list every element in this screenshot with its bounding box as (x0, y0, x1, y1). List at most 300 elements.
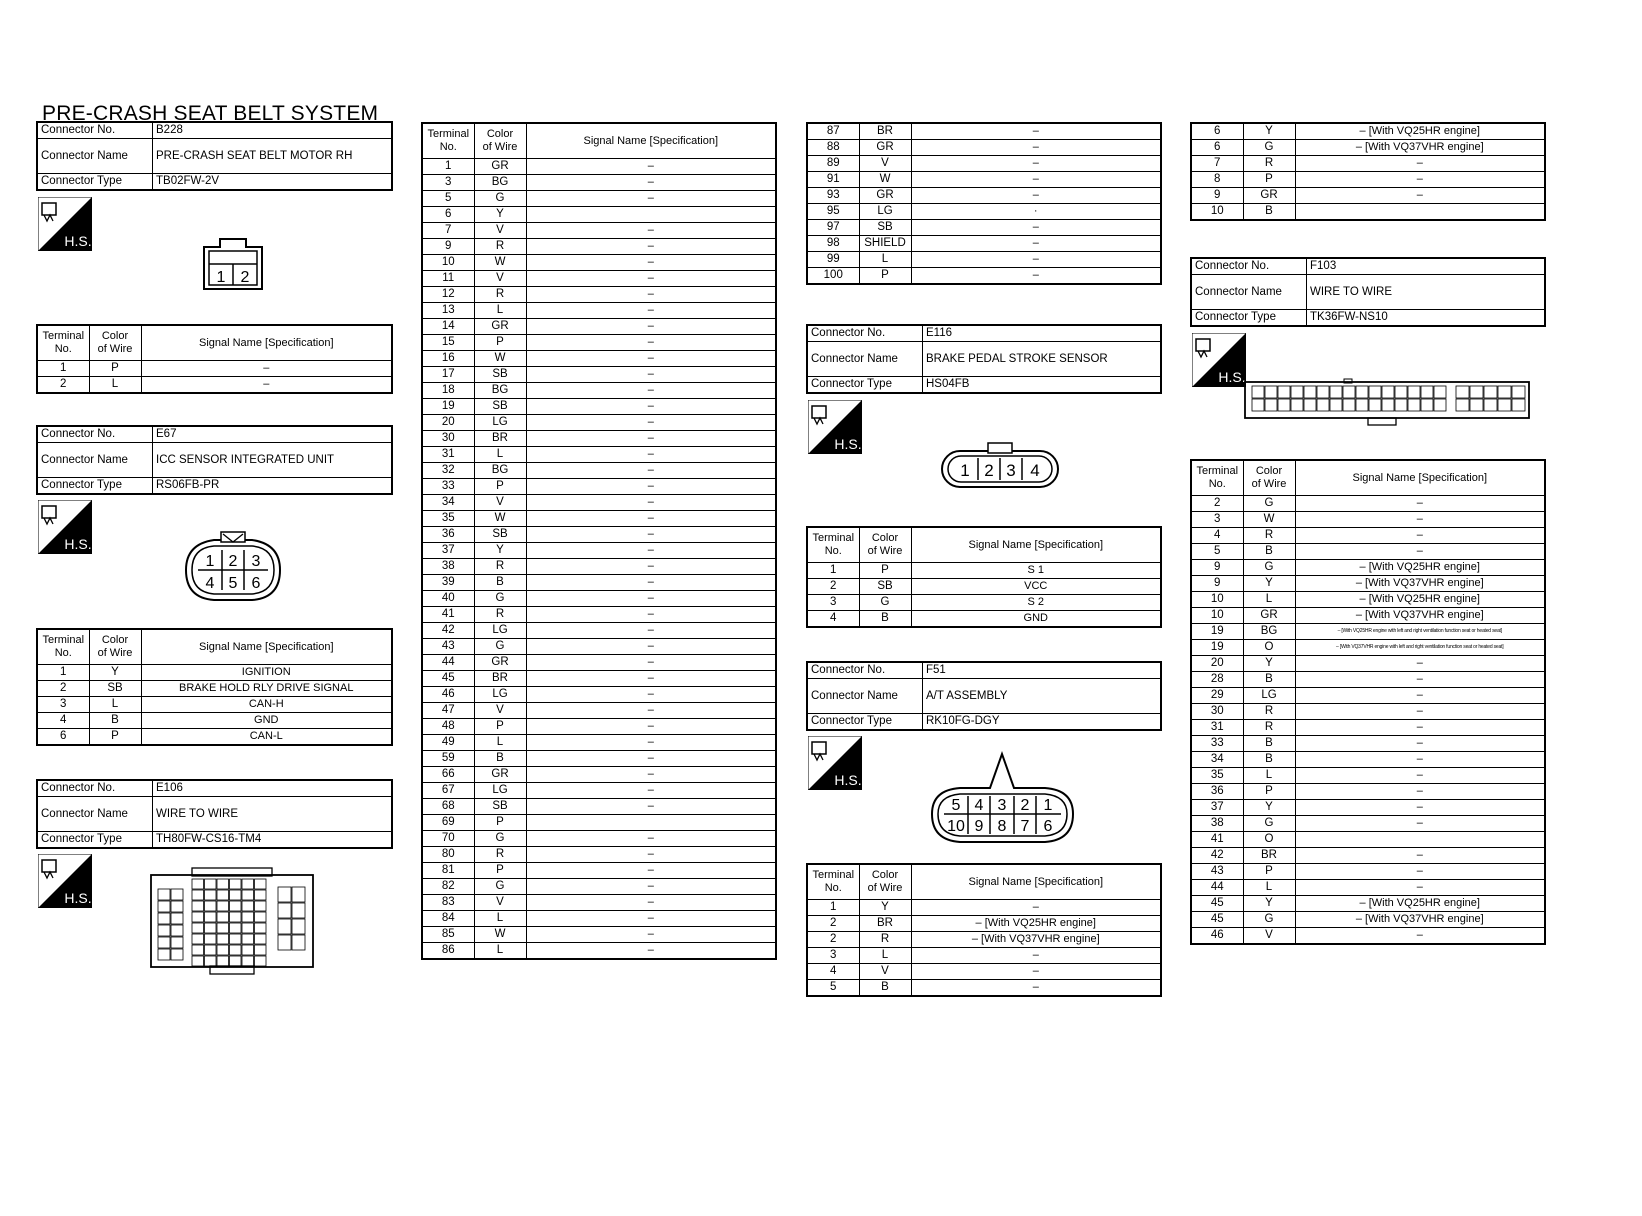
cavity (205, 934, 217, 944)
signal-cell (1295, 204, 1545, 221)
signal-cell: – (911, 948, 1161, 964)
connector-info-b228 (36, 121, 393, 191)
harness-side-icon (1192, 333, 1246, 387)
pin-table-f51 (806, 863, 1162, 997)
cavity (1291, 386, 1303, 398)
signal-cell: – (1295, 720, 1545, 736)
color-cell: Y (474, 207, 526, 223)
cavity (1291, 399, 1303, 411)
color-cell: LG (474, 623, 526, 639)
connector-no-value: F51 (923, 662, 1162, 679)
table-row (807, 252, 1161, 268)
table-row (1191, 832, 1545, 848)
table-row (807, 220, 1161, 236)
terminal-cell: 67 (422, 783, 474, 799)
color-cell: B (859, 980, 911, 997)
table-row (422, 319, 776, 335)
signal-cell: – (526, 735, 776, 751)
cavity (230, 934, 242, 944)
cavity (171, 937, 183, 948)
cavity (1408, 399, 1420, 411)
signal-cell: – (526, 767, 776, 783)
signal-cell: – (526, 239, 776, 255)
terminal-cell: 9 (1191, 188, 1243, 204)
pin-label: 1 (216, 269, 226, 286)
table-row (422, 751, 776, 767)
signal-cell: – (911, 123, 1161, 140)
color-cell: BR (1243, 848, 1295, 864)
pin-label: 6 (1043, 818, 1053, 835)
hs-label: H.S. (64, 890, 92, 906)
pin-label: 5 (951, 797, 961, 814)
terminal-cell: 41 (1191, 832, 1243, 848)
cavity (292, 935, 305, 950)
terminal-cell: 91 (807, 172, 859, 188)
cavity (217, 923, 229, 933)
signal-cell: – [With VQ37VHR engine] (1295, 608, 1545, 624)
terminal-cell: 1 (37, 361, 89, 377)
terminal-cell: 38 (422, 559, 474, 575)
table-row (422, 559, 776, 575)
terminal-cell: 30 (422, 431, 474, 447)
terminal-cell: 15 (422, 335, 474, 351)
table-row (422, 223, 776, 239)
connector-no-value: F103 (1307, 258, 1546, 275)
table-row (422, 239, 776, 255)
table-row (422, 623, 776, 639)
cavity (242, 956, 254, 966)
color-cell: LG (1243, 688, 1295, 704)
signal-cell: – (526, 543, 776, 559)
color-cell: B (1243, 672, 1295, 688)
cavity (171, 913, 183, 924)
cavity (1304, 386, 1316, 398)
cavity (1434, 399, 1446, 411)
harness-side-icon (38, 500, 92, 554)
cavity (1330, 386, 1342, 398)
color-cell: B (859, 611, 911, 628)
color-cell: R (474, 607, 526, 623)
color-cell: L (474, 943, 526, 960)
signal-cell: – (911, 220, 1161, 236)
terminal-cell: 30 (1191, 704, 1243, 720)
terminal-cell: 19 (1191, 624, 1243, 640)
table-row (37, 377, 392, 394)
terminal-cell: 28 (1191, 672, 1243, 688)
color-cell: LG (474, 415, 526, 431)
cavity (255, 890, 267, 900)
color-cell: BG (474, 383, 526, 399)
signal-cell: – (526, 351, 776, 367)
table-row (37, 665, 392, 681)
signal-cell: – (911, 236, 1161, 252)
color-cell: V (474, 223, 526, 239)
signal-cell: IGNITION (141, 665, 392, 681)
terminal-cell: 89 (807, 156, 859, 172)
cavity (1498, 399, 1511, 411)
header-terminal: Terminal No. (422, 123, 474, 159)
label-connector-type: Connector Type (37, 832, 153, 849)
table-row (1191, 140, 1545, 156)
terminal-cell: 46 (422, 687, 474, 703)
table-row (1191, 528, 1545, 544)
pin-label: 3 (1006, 461, 1016, 480)
terminal-cell: 81 (422, 863, 474, 879)
color-cell: B (1243, 752, 1295, 768)
color-cell: B (1243, 736, 1295, 752)
signal-cell: – (526, 335, 776, 351)
table-row (422, 831, 776, 847)
label-connector-no: Connector No. (1191, 258, 1307, 275)
header-terminal: Terminal No. (807, 864, 859, 900)
terminal-cell: 68 (422, 799, 474, 815)
table-row (422, 927, 776, 943)
header-signal: Signal Name [Specification] (526, 123, 776, 159)
signal-cell: S 2 (911, 595, 1161, 611)
signal-cell: – (1295, 672, 1545, 688)
header-color: Color of Wire (89, 325, 141, 361)
connector-info-e116 (806, 324, 1162, 394)
cavity (1382, 399, 1394, 411)
color-cell: SB (474, 799, 526, 815)
pin-label: 7 (1020, 818, 1030, 835)
color-cell: V (474, 495, 526, 511)
color-cell: B (1243, 544, 1295, 560)
table-row (422, 255, 776, 271)
table-row (1191, 624, 1545, 640)
terminal-cell: 35 (422, 511, 474, 527)
hs-label: H.S. (64, 233, 92, 249)
color-cell: GR (474, 767, 526, 783)
color-cell: P (474, 719, 526, 735)
signal-cell: – (526, 879, 776, 895)
terminal-cell: 18 (422, 383, 474, 399)
table-row (1191, 672, 1545, 688)
terminal-cell: 43 (1191, 864, 1243, 880)
cavity (217, 934, 229, 944)
signal-cell: – (911, 188, 1161, 204)
table-row (37, 729, 392, 746)
terminal-cell: 19 (422, 399, 474, 415)
pin-label: 2 (984, 461, 994, 480)
header-signal: Signal Name [Specification] (141, 629, 392, 665)
cavity (192, 934, 204, 944)
pin-label: 4 (205, 575, 215, 592)
table-row (422, 175, 776, 191)
signal-cell: – (1295, 800, 1545, 816)
table-row (37, 361, 392, 377)
table-row (1191, 816, 1545, 832)
terminal-cell: 8 (1191, 172, 1243, 188)
label-connector-no: Connector No. (37, 122, 153, 139)
connector-no-value: E106 (153, 780, 393, 797)
table-row (1191, 188, 1545, 204)
cavity (1395, 399, 1407, 411)
terminal-cell: 2 (807, 916, 859, 932)
signal-cell: – (526, 863, 776, 879)
table-row (422, 543, 776, 559)
connector-face-e106 (150, 867, 314, 975)
cavity (255, 956, 267, 966)
header-terminal: Terminal No. (37, 629, 89, 665)
color-cell: SB (859, 220, 911, 236)
table-row (1191, 800, 1545, 816)
signal-cell: – (526, 511, 776, 527)
color-cell: SB (474, 399, 526, 415)
label-connector-name: Connector Name (37, 443, 153, 478)
table-row (807, 123, 1161, 140)
terminal-cell: 70 (422, 831, 474, 847)
signal-cell: · (911, 204, 1161, 220)
terminal-cell: 2 (1191, 496, 1243, 512)
table-row (422, 687, 776, 703)
cavity (230, 901, 242, 911)
pin-table-f51-continued (1190, 122, 1546, 221)
terminal-cell: 1 (37, 665, 89, 681)
cavity (171, 889, 183, 900)
signal-cell: – (1295, 784, 1545, 800)
signal-cell: – (526, 783, 776, 799)
signal-cell: – (526, 287, 776, 303)
signal-cell: – (526, 831, 776, 847)
table-row (1191, 592, 1545, 608)
color-cell: GR (474, 655, 526, 671)
signal-cell: – (1295, 528, 1545, 544)
table-row (422, 383, 776, 399)
cavity (1470, 399, 1483, 411)
cavity (242, 879, 254, 889)
color-cell: P (859, 563, 911, 579)
terminal-cell: 33 (1191, 736, 1243, 752)
color-cell: Y (1243, 896, 1295, 912)
table-row (422, 575, 776, 591)
table-row (807, 563, 1161, 579)
table-row (1191, 576, 1545, 592)
table-row (1191, 928, 1545, 945)
header-signal: Signal Name [Specification] (141, 325, 392, 361)
cavity (192, 890, 204, 900)
color-cell: W (474, 351, 526, 367)
table-row (422, 719, 776, 735)
pin-label: 8 (997, 818, 1007, 835)
terminal-cell: 41 (422, 607, 474, 623)
table-row (1191, 656, 1545, 672)
terminal-cell: 10 (1191, 204, 1243, 221)
signal-cell: – (526, 847, 776, 863)
color-cell: V (859, 156, 911, 172)
terminal-cell: 42 (1191, 848, 1243, 864)
color-cell: B (89, 713, 141, 729)
connector-no-value: B228 (153, 122, 393, 139)
table-row (1191, 736, 1545, 752)
connector-type-value: TK36FW-NS10 (1307, 310, 1546, 327)
harness-side-icon (38, 854, 92, 908)
color-cell: W (474, 511, 526, 527)
terminal-cell: 45 (1191, 912, 1243, 928)
table-row (422, 895, 776, 911)
signal-cell: – [With VQ25HR engine with left and right ventilation function seat or heated seat] (1295, 624, 1545, 640)
harness-side-icon (808, 400, 862, 454)
cavity (230, 912, 242, 922)
signal-cell: – (1295, 656, 1545, 672)
color-cell: B (474, 575, 526, 591)
terminal-cell: 35 (1191, 768, 1243, 784)
color-cell: W (859, 172, 911, 188)
table-row (422, 463, 776, 479)
table-row (1191, 156, 1545, 172)
terminal-cell: 83 (422, 895, 474, 911)
cavity (192, 879, 204, 889)
connector-type-value: RS06FB-PR (153, 478, 393, 495)
cavity (1356, 399, 1368, 411)
terminal-cell: 37 (422, 543, 474, 559)
color-cell: V (474, 703, 526, 719)
cavity (230, 956, 242, 966)
color-cell: SHIELD (859, 236, 911, 252)
header-signal: Signal Name [Specification] (911, 864, 1161, 900)
color-cell: Y (89, 665, 141, 681)
terminal-cell: 85 (422, 927, 474, 943)
table-row (1191, 172, 1545, 188)
cavity (205, 890, 217, 900)
cavity (278, 919, 291, 934)
terminal-cell: 10 (422, 255, 474, 271)
color-cell: R (1243, 528, 1295, 544)
cavity (1278, 386, 1290, 398)
signal-cell: – [With VQ25HR engine] (1295, 560, 1545, 576)
table-row (1191, 912, 1545, 928)
signal-cell: – [With VQ37VHR engine] (1295, 140, 1545, 156)
connector-no-value: E67 (153, 426, 393, 443)
table-row (1191, 512, 1545, 528)
table-row (1191, 880, 1545, 896)
connector-face-b228 (200, 237, 266, 293)
signal-cell: – (526, 719, 776, 735)
color-cell: G (474, 879, 526, 895)
label-connector-name: Connector Name (807, 342, 923, 377)
color-cell: L (474, 911, 526, 927)
terminal-cell: 12 (422, 287, 474, 303)
signal-cell: – (526, 223, 776, 239)
color-cell: L (1243, 768, 1295, 784)
connector-no-value: E116 (923, 325, 1162, 342)
terminal-cell: 5 (422, 191, 474, 207)
color-cell: L (474, 303, 526, 319)
table-row (422, 591, 776, 607)
color-cell: P (474, 335, 526, 351)
signal-cell: – (911, 252, 1161, 268)
connector-info-e106 (36, 779, 393, 849)
color-cell: Y (1243, 656, 1295, 672)
table-row (807, 204, 1161, 220)
hs-label: H.S. (834, 436, 862, 452)
terminal-cell: 38 (1191, 816, 1243, 832)
cavity (278, 935, 291, 950)
color-cell: BG (1243, 624, 1295, 640)
signal-cell: – (526, 159, 776, 175)
color-cell: V (474, 271, 526, 287)
table-row (807, 188, 1161, 204)
signal-cell: – (526, 639, 776, 655)
color-cell: L (1243, 592, 1295, 608)
table-row (422, 863, 776, 879)
terminal-cell: 4 (1191, 528, 1243, 544)
signal-cell: – (911, 900, 1161, 916)
color-cell: BG (474, 463, 526, 479)
color-cell: GR (474, 159, 526, 175)
signal-cell: – (526, 799, 776, 815)
connector-face-f51 (930, 752, 1075, 844)
color-cell: R (1243, 720, 1295, 736)
pin-label: 5 (228, 575, 238, 592)
color-cell: R (474, 847, 526, 863)
label-connector-type: Connector Type (807, 377, 923, 394)
signal-cell: – (526, 175, 776, 191)
terminal-cell: 66 (422, 767, 474, 783)
signal-cell: – (1295, 768, 1545, 784)
terminal-cell: 20 (422, 415, 474, 431)
cavity (1408, 386, 1420, 398)
cavity (217, 890, 229, 900)
signal-cell: – (526, 447, 776, 463)
table-row (422, 495, 776, 511)
table-row (422, 287, 776, 303)
label-connector-name: Connector Name (807, 679, 923, 714)
cavity (171, 901, 183, 912)
terminal-cell: 20 (1191, 656, 1243, 672)
label-connector-type: Connector Type (1191, 310, 1307, 327)
cavity (1317, 399, 1329, 411)
connector-type-value: TB02FW-2V (153, 174, 393, 191)
signal-cell: – (526, 927, 776, 943)
pin-label: 1 (205, 553, 215, 570)
table-row (422, 367, 776, 383)
signal-cell: – (526, 911, 776, 927)
table-row (807, 579, 1161, 595)
signal-cell: – (526, 319, 776, 335)
label-connector-type: Connector Type (37, 174, 153, 191)
color-cell: V (859, 964, 911, 980)
table-row (422, 783, 776, 799)
signal-cell: – [With VQ37VHR engine with left and right ventilation function seat or heated seat] (1295, 640, 1545, 656)
signal-cell: – [With VQ25HR engine] (1295, 592, 1545, 608)
terminal-cell: 97 (807, 220, 859, 236)
pin-label: 1 (960, 461, 970, 480)
terminal-cell: 4 (807, 964, 859, 980)
terminal-cell: 5 (1191, 544, 1243, 560)
color-cell: O (1243, 832, 1295, 848)
table-row (422, 607, 776, 623)
table-row (807, 236, 1161, 252)
cavity (1456, 386, 1469, 398)
terminal-cell: 31 (422, 447, 474, 463)
color-cell: Y (474, 543, 526, 559)
cavity (255, 912, 267, 922)
terminal-cell: 3 (37, 697, 89, 713)
terminal-cell: 4 (37, 713, 89, 729)
table-row (1191, 204, 1545, 221)
pin-label: 9 (974, 818, 984, 835)
cavity (255, 923, 267, 933)
cavity (1304, 399, 1316, 411)
header-signal: Signal Name [Specification] (1295, 460, 1545, 496)
connector-name-value: BRAKE PEDAL STROKE SENSOR (923, 342, 1162, 377)
color-cell: Y (1243, 800, 1295, 816)
table-row (1191, 784, 1545, 800)
color-cell: BR (859, 123, 911, 140)
pin-label: 3 (997, 797, 1007, 814)
color-cell: L (474, 447, 526, 463)
